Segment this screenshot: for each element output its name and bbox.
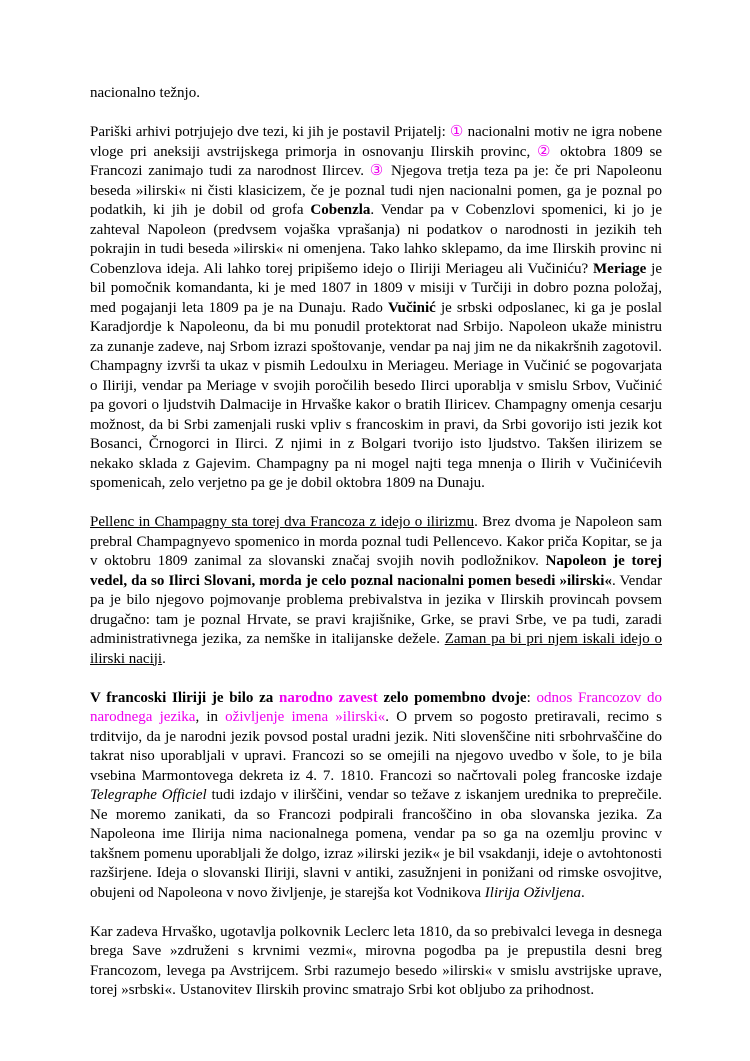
text-run: : [526,689,537,706]
text-run: Pellenc in Champagny sta torej dva Francoza z idejo o ilirizmu [90,514,475,530]
text-run: nacionalni motiv ne igra nobene vloge pri aneksiji avstrijskega primorja in osnovanju Ilirskih provinc, [90,124,662,160]
circled-number-3: ③ [369,163,386,179]
text-run: je bil pomočnik komandanta, ki je med 1807 in 1809 v misiji v Turčiji in dobro pozna položaj, med pogajanji leta 1809 pa je na Dunaju. Rado [90,260,662,316]
text-run: , in [195,709,226,725]
text-run: je srbski odposlanec, ki ga je poslal Karadjordje k Napoleonu, da bi mu ponudil protektorat nad Srbijo. Napoleon ukaže ministru za zunanje zadeve, naj Srbom izrazi spoštovanje, vendar pa naj jim ne da nikakršnih zagotovil. Champagny izvrši ta ukaz v pismih Ledoulxu in Meriageu. Meriage in Vučinić se pogovarjata o Iliriji, vendar pa Meriage v svojih poročilih besedo Ilirci uporablja v smislu Srbov, Vučinić pa govori o ljudstvih Dalmacije in Hrvaške kakor o bratih Iliricev. Champagny omenja cesarju možnost, da bi Srbi zamenjali ruski vpliv s francoskim in pravi, da Srbi govorijo isti jezik kot Bosanci, Črnogorci in Ilirci. Z njimi in z Bolgari tvorijo isto ljudstvo. Takšen ilirizem se nekako sklada z Gajevim. Champagny pa ni mogel najti tega mnenja o Ilirih v Vučinićevih spomenicah, zelo verjetno pa ge je dobil oktobra 1809 na Dunaju. [90,299,662,491]
text-run: . [162,650,166,667]
text-run: . Vendar pa v Cobenzlovi spomenici, ki jo je zahteval Napoleon (predvsem vojaška vprašanja) ni podatkov o narodnosti in jezikih teh pokrajin in tudi beseda »ilirski« ni omenjena. Tako lahko sklepamo, da ime Ilirskih provinc ni Cobenzlova ideja. Ali lahko torej pripišemo idejo o Iliriji Meriageu ali Vučiniću? [90,202,662,277]
paragraph-4 [90,689,662,904]
text-run: Njegova tretja teza pa je: če pri Napoleonu beseda »ilirski« ni čisti klasicizem, če je poznal tudi njen nacionalni pomen, ga je poznal po podatkih, ki jih je dobil od grofa [90,163,663,218]
text-run: oživljenje imena »ilirski« [225,709,386,725]
text-run: Cobenzla [310,202,371,218]
text-run: . Vendar pa je bilo njegovo pojmovanje problema prebivalstva in jezika v Ilirskih provincah povsem drugačno: tam je poznal Hrvate, se pravi krajišnike, Grke, se pravi Srbe, ve pa tudi, zaradi administrativnega jezika, za nemške in italijanske dežele. [90,572,662,647]
text-run: Napoleon je torej vedel, da so Ilirci Slovani, morda je celo poznal nacionalni pomen besedi »ilirski« [90,553,662,589]
text-run: Kar zadeva Hrvaško, ugotavlja polkovnik Leclerc leta 1810, da so prebivalci levega in desnega brega Save »združeni s krvnimi vezmi«, mirovna pogodba pa je prepustila desni breg Francozom, levega pa Avstrijcem. Srbi razumejo besedo »ilirski« v smislu avstrijske uprave, torej »srbski«. Ustanovitev Ilirskih provinc smatrajo Srbi kot obljubo za prihodnost. [90,923,662,998]
text-body [90,84,662,1020]
paragraph-3 [90,513,662,669]
text-run: . [581,884,585,901]
text-run: V francoski Iliriji je bilo za [90,689,279,706]
text-run: Telegraphe Officiel [90,787,207,803]
text-run: nacionalno težnjo. [90,85,200,101]
text-run: . Brez dvoma je Napoleon sam prebral Champagnyevo spomenico in morda poznal tudi Pellencevo. Kakor priča Kopitar, se ja v oktobru 1809 zanimal za slovanski značaj svojih novih podložnikov. [90,514,662,569]
paragraph-2 [90,123,662,494]
text-run: . O prvem so pogosto pretiravali, recimo s trditvijo, da je narodni jezik povsod postal uradni jezik. Niti slovenščine niti srbohrvaščine do takrat niso uporabljali v upravi. Francozi so se omejili na njegovo uvedbo v šole, to je bila vsebina Marmontovega dekreta iz 4. 7. 1810. Francozi so načrtovali poleg francoske izdaje [90,709,662,784]
paragraph-1 [90,84,662,104]
text-run: Zaman pa bi pri njem iskali idejo o ilirski naciji [90,631,662,667]
text-run: odnos Francozov do narodnega jezika [90,689,663,725]
text-run: oktobra 1809 se Francozi zanimajo tudi za narodnost Ilircev. [90,143,662,179]
circled-number-2: ② [536,143,554,160]
circled-number-1: ① [449,124,464,140]
text-run: Ilirija Oživljena [484,884,582,901]
text-run: narodno zavest [278,689,378,706]
text-run: Meriage [593,260,647,277]
text-run: Vučinić [388,299,436,316]
text-run: zelo pomembno dvoje [377,689,527,706]
paragraph-5 [90,923,662,1001]
text-run: Pariški arhivi potrjujejo dve tezi, ki jih je postavil Prijatelj: [90,124,450,140]
text-run: tudi izdajo v ilirščini, vendar so težave z iskanjem urednika to preprečile. Ne moremo zanikati, da so Francozi podpirali francoščino in oba slovanska jezika. Za Napoleona ime Ilirija nima nacionalnega pomena, vendar pa so ga na ozemlju provinc v takšnem pomenu uporabljali že dolgo, izraz »ilirski jezik« je bil vsakdanji, ideje o avtohtonosti razširjene. Ideja o slovanski Iliriji, slavni v antiki, zasužnjeni in ponižani od rimske osvojitve, obujeni od Napoleona v novo življenje, je starejša kot Vodnikova [90,787,662,901]
